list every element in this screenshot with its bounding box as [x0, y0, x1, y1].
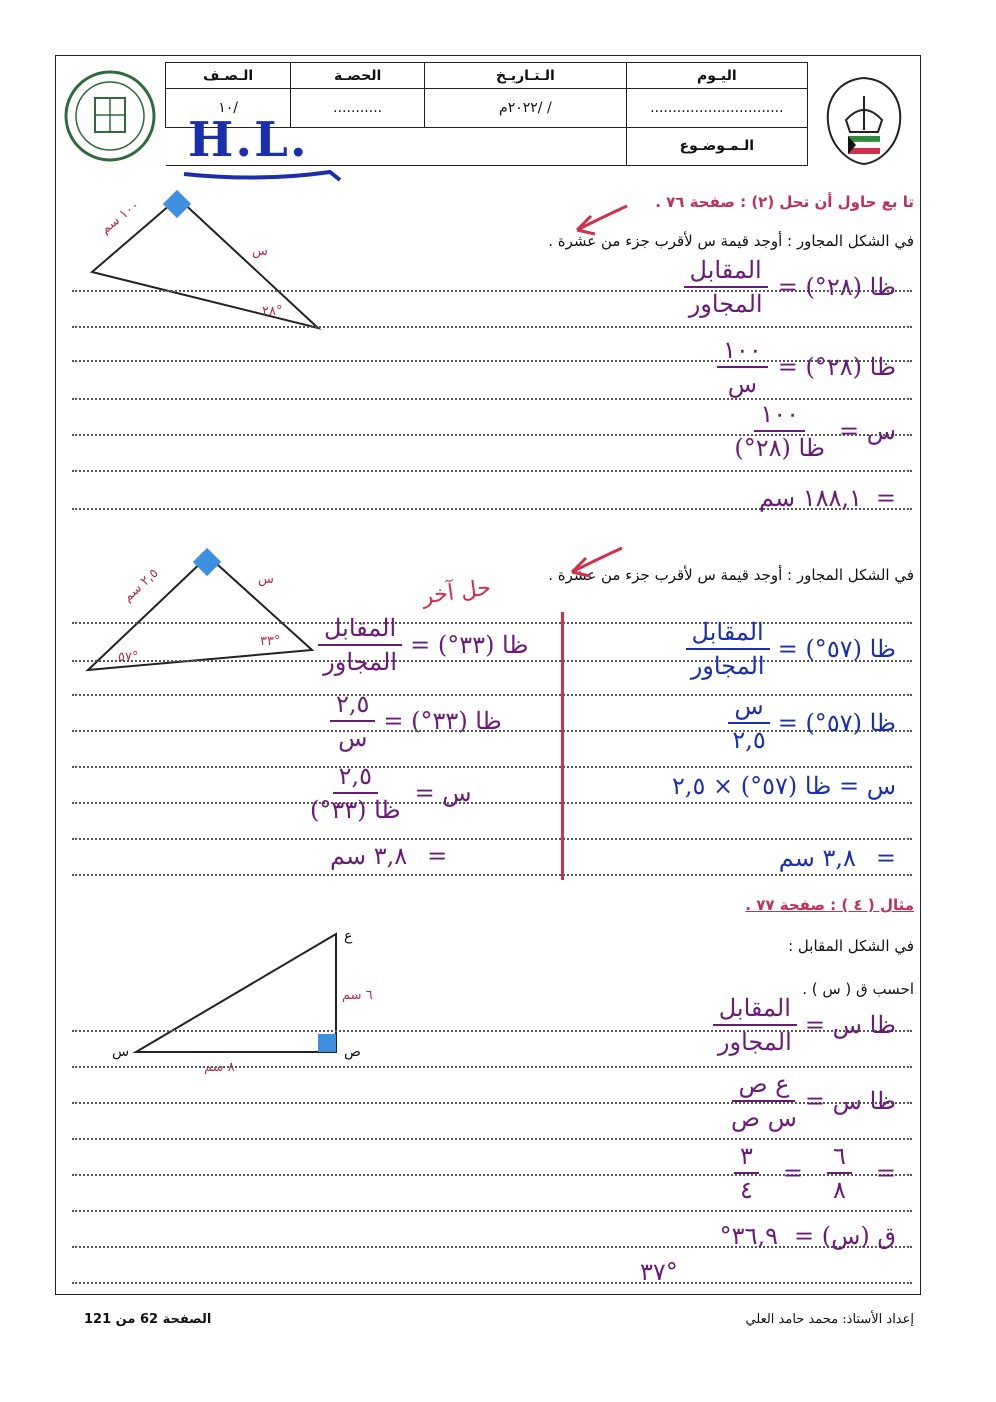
s2-left-step-1-num: المقابل [318, 614, 402, 646]
s1-step-3-lhs: س = [838, 417, 896, 445]
s3-step-4 [720, 1222, 896, 1250]
s3-step-3-num2: ٣ [734, 1142, 759, 1174]
s2-right-step-3-lhs: س = ظا (٥٧°) × ٢,٥ [671, 772, 896, 800]
header-period-label: الحصـة [291, 63, 425, 89]
section1-title: تا بع حاول أن تحل (٢) : صفحة ٧٦ . [655, 193, 914, 211]
s3-step-3-den: ٨ [833, 1176, 846, 1204]
ruled-line [72, 1066, 912, 1068]
triangle-3-top: ع [344, 928, 353, 944]
triangle-3-vertical: ٦ سم [342, 988, 373, 1003]
s2-right-step-4-result: ٣,٨ سم [778, 844, 856, 872]
red-arrow-icon [560, 542, 630, 582]
s1-step-1-lhs: ظا (٢٨°) = [777, 273, 896, 301]
s2-right-step-4 [779, 844, 896, 872]
page-number: الصفحة 62 من 121 [84, 1312, 212, 1327]
header-date-value: / /٢٠٢٢م [425, 89, 627, 127]
s1-step-3-den: ظا (٢٨°) [734, 434, 825, 462]
s2-right-step-2-lhs: ظا (٥٧°) = [777, 709, 896, 737]
s2-right-step-1-num: المقابل [686, 618, 770, 650]
s3-step-2-den: س ص [730, 1104, 797, 1132]
section3-line2: احسب ق ( س ) . [802, 980, 914, 998]
triangle-1-side-label: ١٠٠ سم [98, 197, 143, 238]
s3-step-2-num: ع ص [732, 1070, 795, 1102]
s1-step-3-num: ١٠٠ [754, 400, 805, 432]
s1-step-2-lhs: ظا (٢٨°) = [777, 353, 896, 381]
s2-left-step-1-den: المجاور [323, 648, 398, 676]
s1-step-4-result: ١٨٨,١ سم [758, 484, 862, 512]
handwritten-title: H.L. [188, 112, 309, 168]
s2-right-step-2 [728, 692, 896, 754]
s2-right-step-1 [686, 618, 896, 680]
triangle-2-angle-right: ٣٣° [260, 634, 281, 649]
s1-step-2 [717, 336, 896, 398]
s3-step-4-result: ٣٦,٩° [719, 1222, 778, 1250]
header-day-value: .............................. [626, 89, 807, 127]
ruled-line [72, 802, 912, 804]
s2-left-step-2-num: ٢,٥ [330, 690, 375, 722]
s3-step-4-lhs: ق (س) = [793, 1222, 896, 1250]
s3-step-3-lhs: = [875, 1159, 896, 1187]
s2-right-step-4-lhs: = [875, 844, 896, 872]
triangle-3-bottom: ٨ سم [204, 1060, 235, 1075]
s2-right-step-1-den: المجاور [690, 652, 765, 680]
s3-step-1 [713, 994, 896, 1056]
s3-step-1-num: المقابل [713, 994, 797, 1026]
ruled-line [72, 1210, 912, 1212]
s2-left-step-3-lhs: س = [414, 779, 472, 807]
section1-question: في الشكل المجاور : أوجد قيمة س لأقرب جزء من عشرة . [548, 232, 914, 250]
triangle-2-angle-left: ٥٧° [118, 650, 139, 665]
s1-step-3 [734, 400, 896, 462]
kuwait-emblem [818, 70, 910, 170]
s2-left-step-4-lhs: = [427, 842, 448, 870]
triangle-1-angle-label: ٢٨° [262, 304, 283, 319]
header-subject-label: الـمـوضـوع [626, 127, 807, 165]
header-day-label: اليـوم [626, 63, 807, 89]
s2-left-step-3-den: ظا (٣٣°) [310, 796, 401, 824]
s2-right-step-2-den: ٢,٥ [732, 726, 766, 754]
s3-step-5-result: ٣٧° [640, 1258, 678, 1286]
handwritten-underline [180, 160, 350, 190]
s3-step-1-den: المجاور [717, 1028, 792, 1056]
s2-left-step-2-den: س [338, 724, 368, 752]
header-period-value: ........... [291, 89, 425, 127]
ruled-line [72, 326, 912, 328]
s3-step-2-lhs: ظا س = [804, 1087, 896, 1115]
s2-left-step-3-num: ٢,٥ [333, 762, 378, 794]
s1-step-1-num: المقابل [684, 256, 768, 288]
ruled-line [72, 1282, 912, 1284]
s1-step-1 [684, 256, 896, 318]
solution-divider [561, 612, 564, 880]
triangle-2-side-x: س [258, 572, 274, 587]
s2-left-step-2-lhs: ظا (٣٣°) = [383, 707, 502, 735]
s3-step-3-num: ٦ [827, 1142, 852, 1174]
section3-line1: في الشكل المقابل : [788, 937, 914, 955]
s3-step-3-den2: ٤ [740, 1176, 753, 1204]
s2-left-step-1-lhs: ظا (٣٣°) = [410, 631, 529, 659]
ruled-line [72, 766, 912, 768]
s1-step-2-num: ١٠٠ [717, 336, 768, 368]
s2-left-step-4 [330, 842, 447, 870]
s3-step-3-eq: = [782, 1159, 803, 1187]
s1-step-4 [759, 484, 896, 512]
triangle-2-side-label: ٢,٥ سم [120, 565, 162, 606]
school-logo [62, 68, 158, 164]
header-date-label: الـتـاريـخ [425, 63, 627, 89]
ruled-line [72, 470, 912, 472]
ruled-line [72, 1138, 912, 1140]
triangle-1-hyp-label: س [252, 244, 268, 259]
header-class-value: ١٠/ [166, 89, 291, 127]
s3-step-3 [734, 1142, 896, 1204]
s2-left-step-3 [310, 762, 472, 824]
triangle-3-left: س [112, 1044, 130, 1060]
s2-right-step-3 [672, 772, 896, 800]
section2-alt-note: حل آخر [420, 575, 493, 610]
s3-step-5 [640, 1258, 678, 1286]
author-credit: إعداد الأستاذ: محمد حامد العلي [745, 1312, 914, 1327]
header-class-label: الـصـف [166, 63, 291, 89]
s1-step-1-den: المجاور [688, 290, 763, 318]
section2-question: في الشكل المجاور : أوجد قيمة س لأقرب جزء من عشرة . [548, 566, 914, 584]
ruled-line [72, 874, 912, 876]
s3-step-2 [731, 1070, 896, 1132]
s1-step-2-den: س [727, 370, 758, 398]
s2-left-step-4-result: ٣,٨ سم [330, 842, 408, 870]
s2-left-step-2 [330, 690, 502, 752]
triangle-3-right: ص [344, 1044, 361, 1060]
section3-title: مثال ( ٤ ) : صفحة ٧٧ . [745, 896, 914, 914]
s2-right-step-2-num: س [728, 692, 769, 724]
s1-step-4-lhs: = [875, 484, 896, 512]
s2-left-step-1 [318, 614, 528, 676]
triangle-3 [130, 926, 353, 1056]
s2-right-step-1-lhs: ظا (٥٧°) = [777, 635, 896, 663]
s3-step-1-lhs: ظا س = [804, 1011, 896, 1039]
ruled-line [72, 838, 912, 840]
